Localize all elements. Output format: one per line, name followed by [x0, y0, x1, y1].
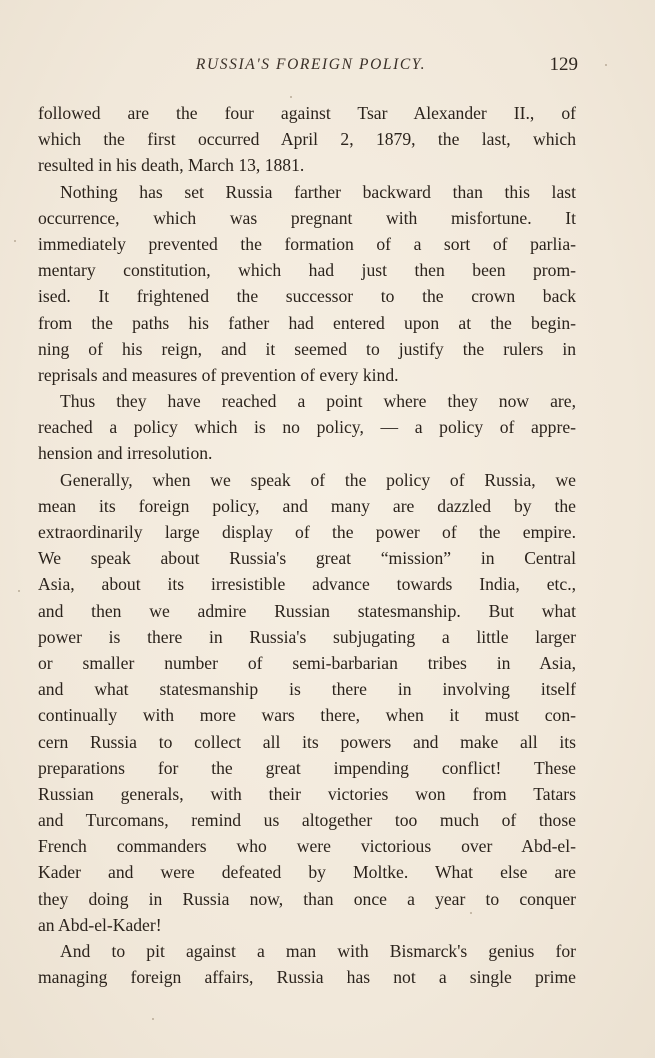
text-line: Thus they have reached a point where they now are,	[60, 391, 576, 412]
text-line: hension and irresolution.	[38, 443, 213, 464]
paper-speck	[290, 96, 292, 98]
text-line: mentary constitution, which had just then been prom-	[38, 260, 576, 281]
text-line: or smaller number of semi-barbarian tribes in Asia,	[38, 652, 576, 673]
text-line: preparations for the great impending conflict! These	[38, 757, 576, 778]
body-text	[38, 100, 576, 990]
text-line: and then we admire Russian statesmanship. But what	[38, 600, 576, 621]
text-line: Kader and were defeated by Moltke. What else are	[38, 862, 576, 883]
page-number: 129	[549, 54, 578, 75]
text-line: And to pit against a man with Bismarck's genius for	[60, 941, 576, 961]
text-line: occurrence, which was pregnant with misfortune. It	[38, 207, 576, 228]
text-line: ning of his reign, and it seemed to justify the rulers in	[38, 338, 576, 359]
text-line: Nothing has set Russia farther backward than this last	[60, 181, 576, 202]
running-title: RUSSIA'S FOREIGN POLICY.	[195, 56, 427, 73]
text-line: resulted in his death, March 13, 1881.	[38, 155, 305, 176]
running-head	[38, 54, 584, 80]
paper-speck	[605, 64, 607, 66]
text-line: and Turcomans, remind us altogether too much of those	[38, 810, 576, 831]
paper-speck	[18, 590, 20, 592]
text-line: extraordinarily large display of the power of the empire.	[38, 522, 576, 542]
text-line: they doing in Russia now, than once a year to conquer	[38, 888, 576, 909]
text-line: and what statesmanship is there in involving itself	[38, 679, 576, 700]
text-line: Asia, about its irresistible advance towards India, etc.,	[38, 574, 576, 595]
paper-speck	[470, 912, 472, 914]
text-line: continually with more wars there, when it must con-	[38, 705, 576, 726]
text-line: power is there in Russia's subjugating a little larger	[38, 626, 576, 647]
text-line: cern Russia to collect all its powers and make all its	[38, 731, 576, 752]
text-line: We speak about Russia's great “mission” in Central	[38, 548, 576, 569]
text-line: reached a policy which is no policy, — a policy of appre-	[38, 417, 576, 438]
text-line: an Abd-el-Kader!	[38, 914, 162, 935]
text-line: Russian generals, with their victories won from Tatars	[38, 783, 576, 804]
text-line: immediately prevented the formation of a sort of parlia-	[38, 233, 576, 254]
paper-speck	[152, 1018, 154, 1020]
text-line: followed are the four against Tsar Alexander II., of	[38, 103, 576, 123]
paper-speck	[14, 240, 16, 242]
text-line: French commanders who were victorious over Abd-el-	[38, 836, 576, 857]
text-line: from the paths his father had entered upon at the begin-	[38, 312, 576, 333]
text-line: managing foreign affairs, Russia has not a single prime	[38, 967, 576, 988]
text-line: mean its foreign policy, and many are dazzled by the	[38, 495, 576, 516]
text-line: reprisals and measures of prevention of every kind.	[38, 364, 399, 385]
text-line: ised. It frightened the successor to the crown back	[38, 286, 576, 307]
text-line: Generally, when we speak of the policy of Russia, we	[60, 469, 576, 490]
text-line: which the first occurred April 2, 1879, the last, which	[38, 129, 576, 150]
